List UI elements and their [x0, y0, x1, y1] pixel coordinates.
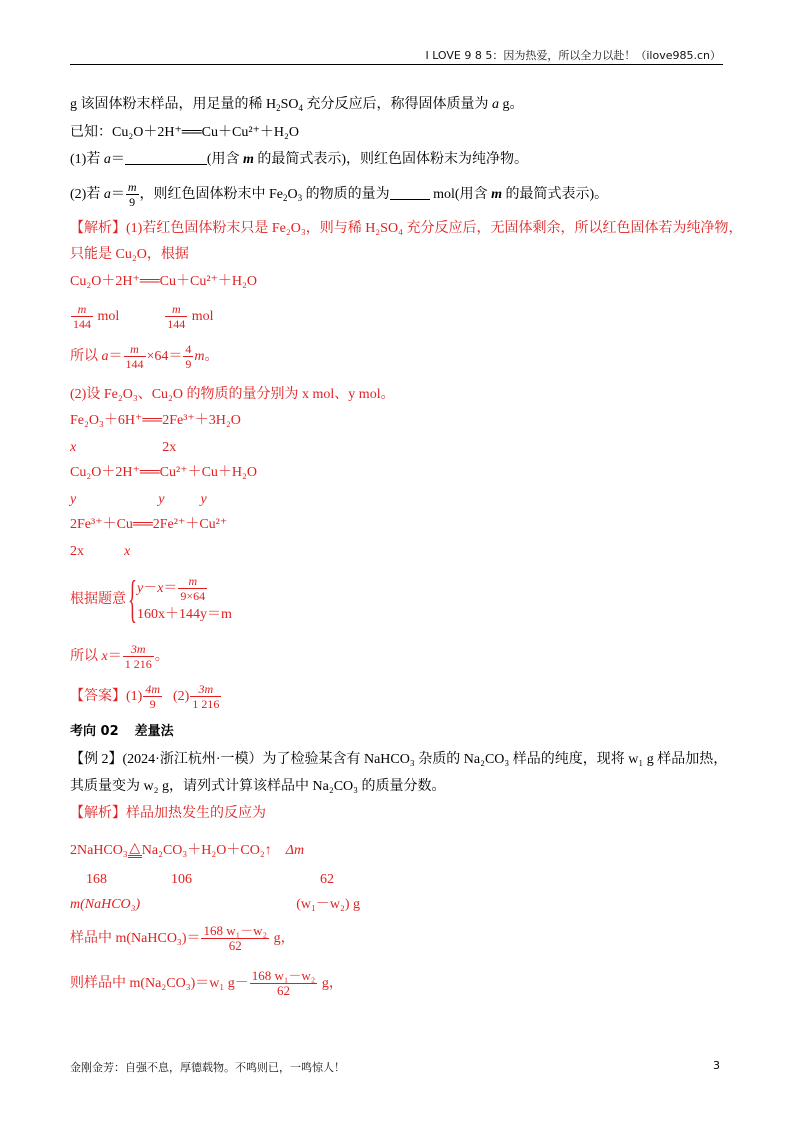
so-var-m: m — [194, 349, 205, 364]
q-text-1e: g。 — [499, 97, 524, 112]
result-text-c: ＝ — [107, 649, 122, 664]
p2-answer-blank[interactable] — [390, 185, 430, 200]
w-difference: (w₁－w₂) g — [296, 897, 361, 912]
analysis2-mass-row — [70, 871, 334, 889]
result-text-a: 所以 — [70, 649, 102, 664]
question-part-2: (2)若 a＝ $\frac{m}{9}$ ，则红色固体粉末中 $Fe_2O_3$ 的物质的量为 mol(用含 m 的最简式表示)。 — [70, 180, 609, 210]
p2-text-e: O — [287, 187, 298, 202]
eq3-y-1: y — [70, 492, 77, 507]
analysis1-text-1: (1)若红色固体粉末只是 Fe₂O₃，则与稀 H₂SO₄ 充分反应后，无固体剩余，所以红色固体若为纯净物， — [126, 221, 743, 236]
step2-text-b: g， — [318, 976, 343, 991]
analysis1-eq2: Fe₂O₃＋6H⁺══2Fe³⁺＋3H₂O — [70, 413, 241, 428]
section-title: 差量法 — [134, 724, 174, 739]
answer-label: 【答案】 — [70, 689, 126, 704]
eq3-y-3: y — [200, 492, 207, 507]
p2-var-a: a — [103, 187, 111, 202]
p2-text-f: 的物质的量为 — [302, 187, 390, 202]
q-var-a: a — [492, 97, 500, 112]
known-line — [70, 124, 299, 142]
mass-106: 106 — [171, 872, 192, 887]
question-part-1 — [70, 150, 528, 169]
analysis1-system — [70, 570, 232, 630]
system-fraction: $\frac{m}{9\times 64}$ — [180, 574, 206, 604]
q-text-1b: SO — [280, 97, 299, 112]
mol-fraction-1: $\frac{m}{144}$ — [73, 302, 91, 332]
result-fraction: $\frac{3m}{1 216}$ — [124, 642, 152, 672]
page-number: 3 — [713, 1059, 720, 1072]
analysis-label: 【解析】 — [70, 221, 126, 236]
m-nahco3: m(NaHCO₃) — [70, 897, 141, 912]
p1-text-a: (1)若 — [70, 152, 104, 167]
known-equation: Cu₂O＋2H⁺══Cu＋Cu²⁺＋H₂O — [112, 125, 300, 140]
p1-text-f: 的最简式表示)，则红色固体粉末为纯净物。 — [253, 152, 529, 167]
step2-fraction: $\frac{\text{168 w₁－w₂}}{62}$ — [251, 968, 316, 999]
analysis1-part2-intro: (2)设 Fe₂O₃、Cu₂O 的物质的量分别为 x mol、y mol。 — [70, 387, 395, 402]
answer-fraction-2: $\frac{3m}{1 216}$ — [192, 682, 220, 712]
analysis1-line-1 — [70, 220, 742, 238]
so-text-d: ×64＝ — [146, 349, 183, 364]
p2-text-i: 的最简式表示)。 — [501, 187, 609, 202]
mass-168: 168 — [86, 872, 107, 887]
system-equations: y－x＝ $\frac{m}{9\times 64}$ 160x＋144y＝m — [137, 574, 232, 626]
analysis2-label: 【解析】 — [70, 806, 126, 821]
answer-line — [70, 682, 222, 712]
page-footer: 金刚金芳：自强不息，厚德载物。不鸣则已，一鸣惊人！ — [70, 1061, 345, 1074]
q-text-1a: g 该固体粉末样品，用足量的稀 H — [70, 97, 277, 112]
answer-part-2: (2) — [173, 689, 190, 704]
mol-fraction-2: $\frac{m}{144}$ — [167, 302, 186, 332]
system-eq-2: 160x＋144y＝m — [136, 607, 232, 622]
analysis1-eq4: 2Fe³⁺＋Cu══2Fe²⁺＋Cu²⁺ — [70, 517, 228, 532]
question-line-1: g 该固体粉末样品，用足量的稀 $H_2SO_4$ 充分反应后，称得固体质量为 a g。 — [70, 97, 524, 113]
step1-text-a: 样品中 m(NaHCO₃)＝ — [70, 931, 201, 946]
eq2-x: x — [70, 440, 77, 455]
so-var-a: a — [101, 349, 109, 364]
analysis2-step-1 — [70, 922, 295, 956]
eq2-2x: 2x — [162, 440, 177, 455]
mol-unit-2: mol — [191, 309, 214, 324]
analysis1-eq3: Cu₂O＋2H⁺══Cu²⁺＋Cu＋H₂O — [70, 465, 258, 480]
page-header: I LOVE 9 8 5：因为热爱，所以全力以赴！（ilove985.cn） — [425, 49, 721, 62]
answer-part-1: (1) — [126, 689, 143, 704]
p2-text-d: ，则红色固体粉末中 Fe — [139, 187, 283, 202]
eq-left: 2NaHCO₃ — [70, 843, 128, 858]
answer-fraction-1: $\frac{4m}{9}$ — [145, 682, 160, 712]
analysis2-text-1: 样品加热发生的反应为 — [126, 806, 266, 821]
analysis2-var-row — [70, 896, 360, 914]
analysis1-eq4-coeffs — [70, 543, 130, 561]
result-text-d: 。 — [154, 649, 169, 664]
mol-unit-1: mol — [97, 309, 120, 324]
step1-fraction: $\frac{\text{168 w₁－w₂}}{62}$ — [203, 923, 268, 954]
system-brace: { — [128, 571, 137, 628]
known-label: 已知： — [70, 125, 112, 140]
p1-text-d: (用含 — [206, 152, 243, 167]
q-text-1c: 充分反应后，称得固体质量为 — [303, 97, 493, 112]
analysis1-line-2: 只能是 Cu₂O，根据 — [70, 247, 189, 262]
eq3-y-2: y — [158, 492, 165, 507]
so-fraction-2: $\frac{4}{9}$ — [185, 342, 192, 372]
p2-fraction: $\frac{m}{9}$ — [127, 180, 137, 210]
eq-right: Na₂CO₃＋H₂O＋CO₂↑ — [141, 843, 272, 858]
analysis1-mol-row — [70, 302, 214, 332]
analysis2-line-1 — [70, 805, 266, 823]
p2-text-a: (2)若 — [70, 187, 104, 202]
heat-arrow: △ — [129, 841, 141, 857]
so-fraction-1: $\frac{m}{144}$ — [125, 342, 144, 372]
analysis2-equation — [70, 838, 304, 864]
p2-var-m: m — [491, 187, 502, 202]
eq4-x: x — [124, 544, 131, 559]
so-text-f: 。 — [204, 349, 219, 364]
p1-text-c: ＝ — [110, 152, 125, 167]
section-number: 考向 02 — [70, 724, 119, 739]
step2-text-a: 则样品中 m(Na₂CO₃)＝w₁ g－ — [70, 976, 249, 991]
analysis1-equation: Cu₂O＋2H⁺══Cu＋Cu²⁺＋H₂O — [70, 274, 258, 289]
p1-var-m: m — [243, 152, 254, 167]
mass-62: 62 — [320, 872, 334, 887]
analysis1-eq3-coeffs — [70, 491, 207, 509]
section-heading — [70, 723, 174, 741]
header-divider — [70, 64, 723, 65]
p2-text-g: mol(用含 — [429, 187, 492, 202]
p2-text-c: ＝ — [110, 187, 125, 202]
eq4-2x: 2x — [70, 544, 84, 559]
system-label: 根据题意 — [70, 592, 126, 607]
p1-var-a: a — [103, 152, 111, 167]
example2-line-2: 其质量变为 w₂ g，请列式计算该样品中 Na₂CO₃ 的质量分数。 — [70, 779, 446, 794]
p1-answer-blank[interactable] — [125, 150, 207, 165]
analysis2-step-2 — [70, 967, 343, 1001]
result-var-x: x — [101, 649, 108, 664]
analysis1-result — [70, 642, 169, 672]
so-text-c: ＝ — [108, 349, 123, 364]
delta-m: Δm — [285, 843, 305, 858]
example2-line-1: 【例 2】(2024·浙江杭州·一模）为了检验某含有 NaHCO₃ 杂质的 Na₂CO₃ 样品的纯度，现将 w₁ g 样品加热， — [70, 752, 728, 767]
step1-text-b: g， — [270, 931, 295, 946]
analysis1-so-row — [70, 342, 219, 372]
analysis1-eq2-coeffs — [70, 439, 176, 457]
so-text-a: 所以 — [70, 349, 102, 364]
